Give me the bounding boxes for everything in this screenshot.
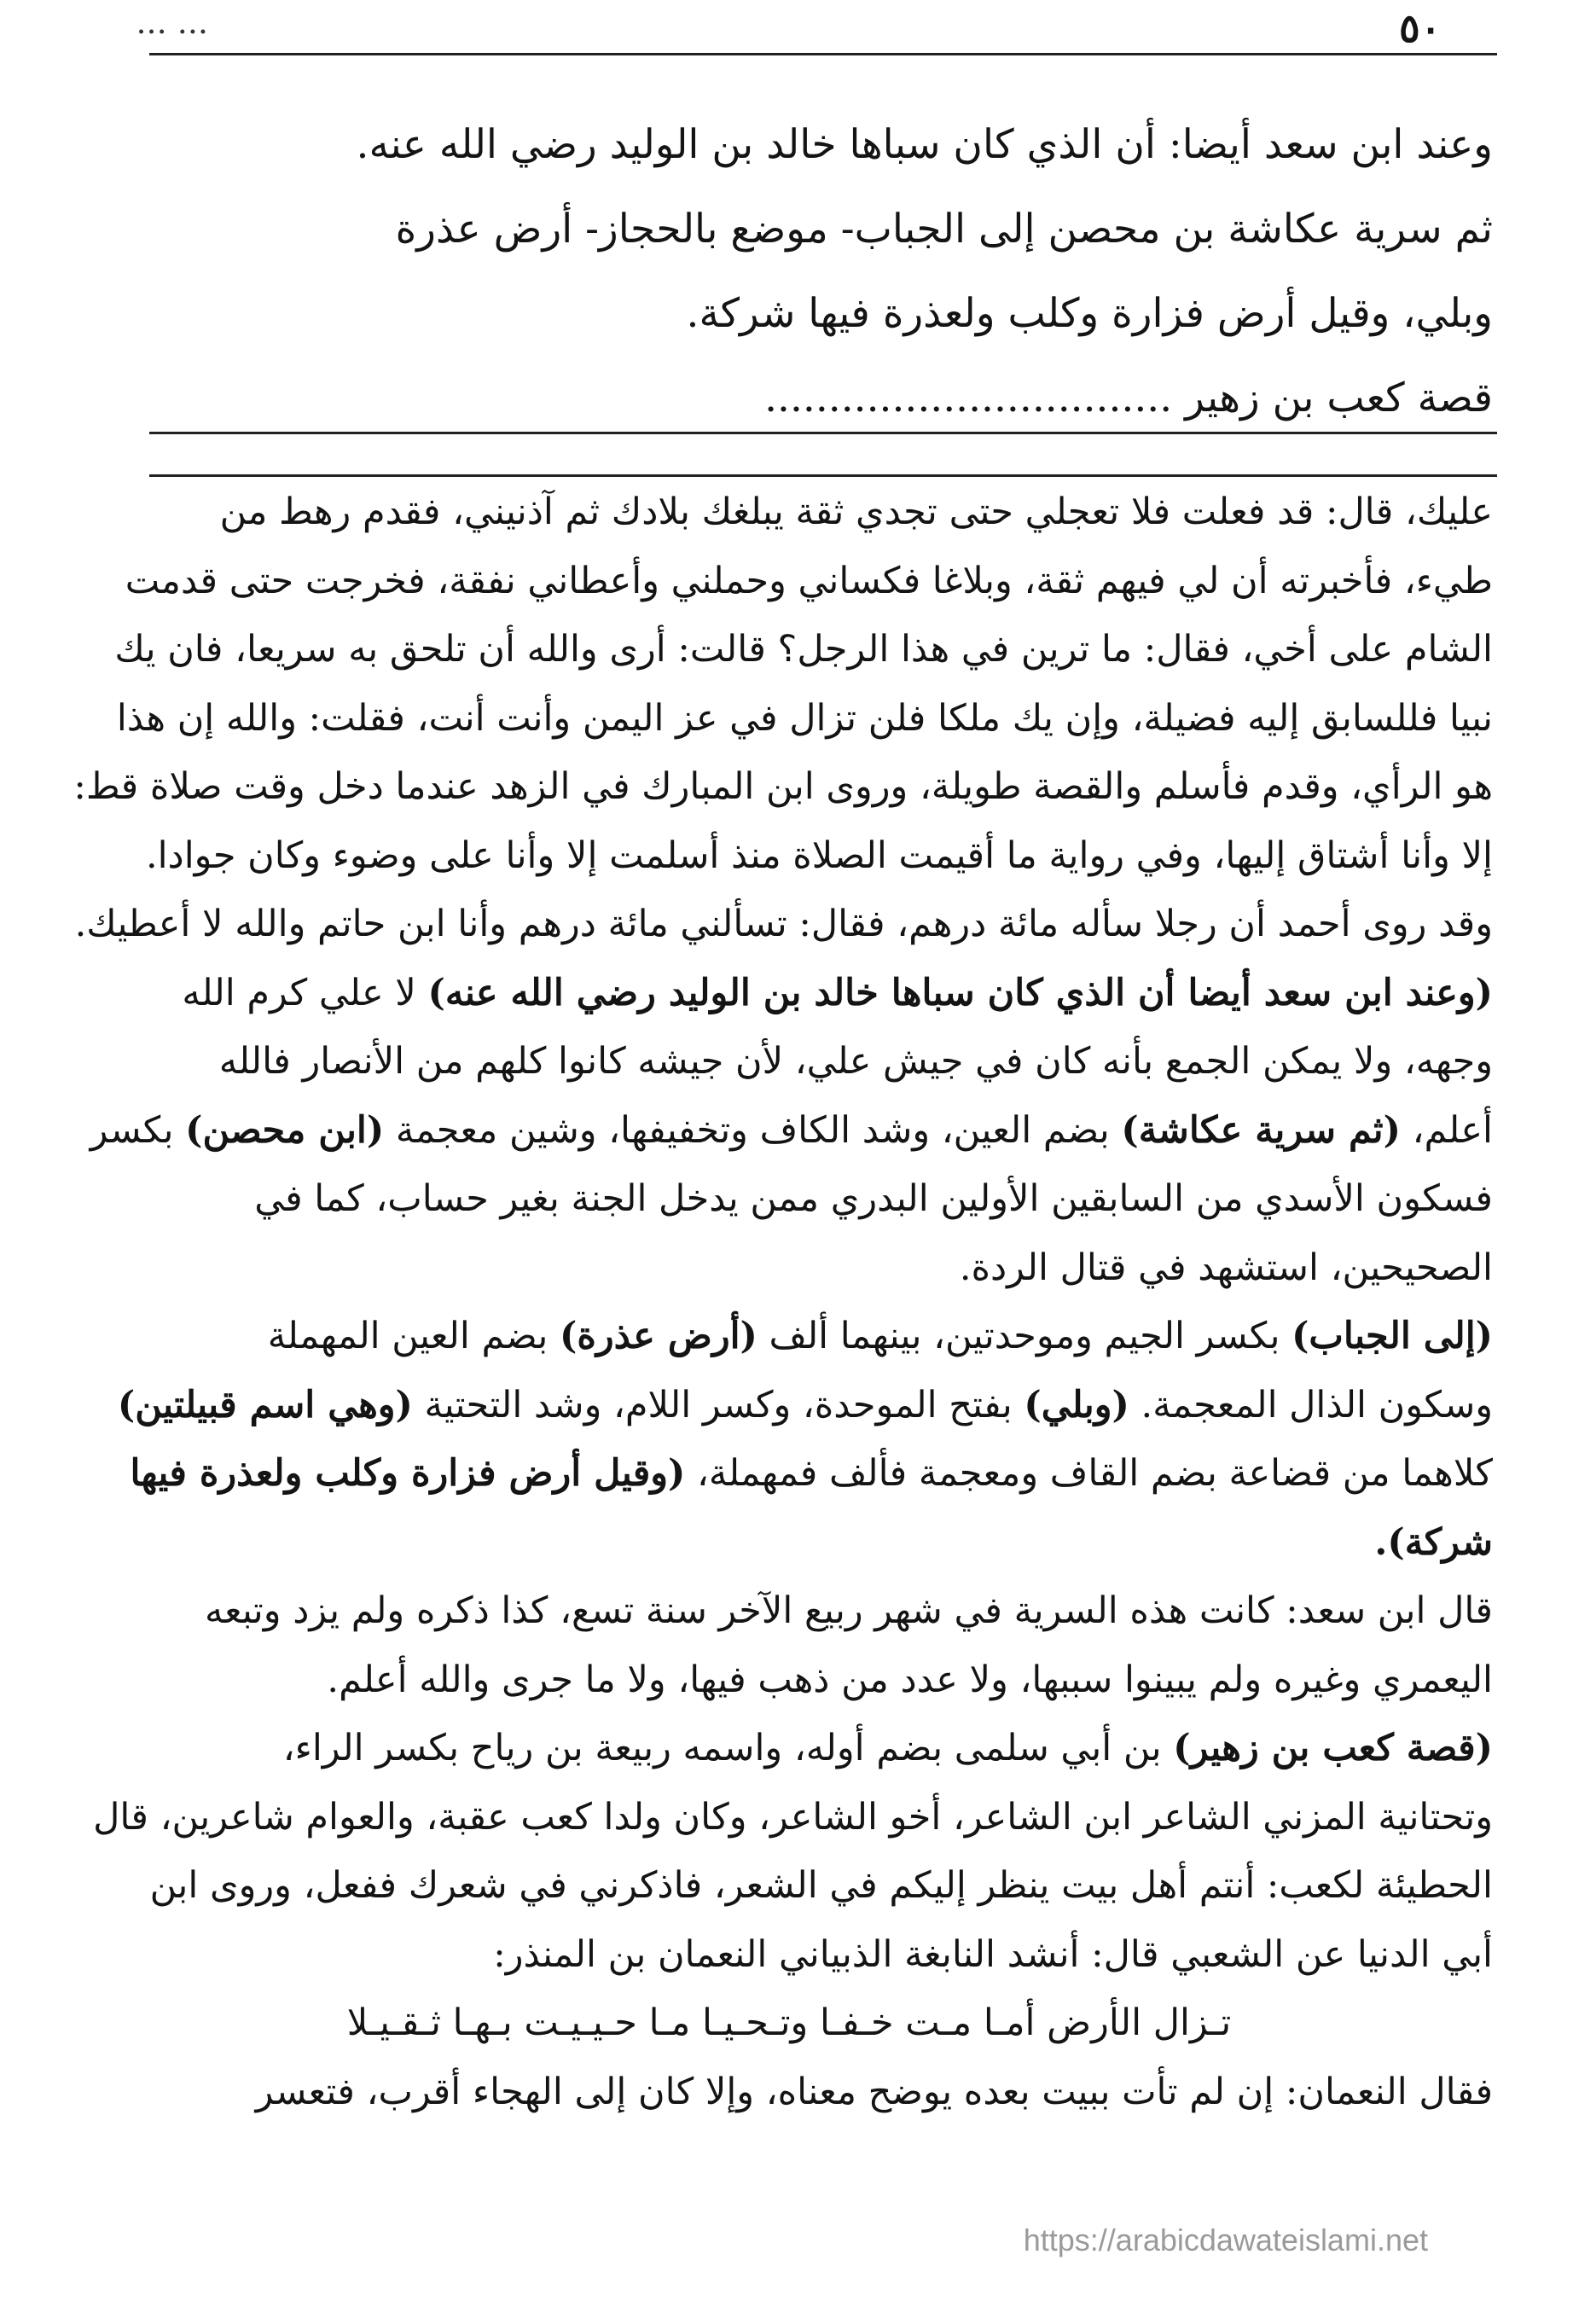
sharh-line: إلا وأنا أشتاق إليها، وفي رواية ما أقيمت الصلاة منذ أسلمت إلا وأنا على وضوء وكان جوادا. xyxy=(145,834,1493,877)
quoted-matn: (ثم سرية عكاشة) xyxy=(1121,1108,1401,1152)
matn-line: وبلي، وقيل أرض فزارة وكلب ولعذرة فيها شركة. xyxy=(686,290,1493,337)
sharh-fragment: بفتح الموحدة، وكسر اللام، وشد التحتية xyxy=(412,1383,1024,1426)
quoted-matn: (ابن محصن) xyxy=(185,1108,385,1152)
section-rule-top xyxy=(149,432,1497,434)
matn-line: وعند ابن سعد أيضا: أن الذي كان سباها خالد بن الوليد رضي الله عنه. xyxy=(356,121,1493,168)
sharh-text xyxy=(73,478,1493,2126)
sharh-line xyxy=(136,959,1493,1028)
sharh-fragment: بكسر الجيم وموحدتين، بينهما ألف xyxy=(757,1315,1292,1357)
sharh-line: وجهه، ولا يمكن الجمع بأنه كان في جيش علي، لأن جيشه كانوا كلهم من الأنصار فالله xyxy=(218,1040,1493,1083)
sharh-line xyxy=(136,1714,1493,1783)
sharh-line: هو الرأي، وقدم فأسلم والقصة طويلة، وروى ابن المبارك في الزهد عندما دخل وقت صلاة قط: xyxy=(73,765,1493,808)
sharh-line: وقد روى أحمد أن رجلا سأله مائة درهم، فقال: تسألني مائة درهم وأنا ابن حاتم والله لا أعطيك. xyxy=(74,903,1493,945)
sharh-fragment: كلاهما من قضاعة بضم القاف ومعجمة فألف فمهملة، xyxy=(685,1452,1493,1495)
quoted-matn: (إلى الجباب) xyxy=(1291,1315,1493,1357)
sharh-line: الصحيحين، استشهد في قتال الردة. xyxy=(959,1246,1493,1289)
sharh-line: الشام على أخي، فقال: ما ترين في هذا الرجل؟ قالت: أرى والله أن تلحق به سريعا، فان يك xyxy=(114,628,1493,671)
sharh-line xyxy=(90,1096,1493,1165)
sharh-line xyxy=(117,1371,1493,1440)
quoted-matn: (قصة كعب بن زهير) xyxy=(1173,1727,1493,1769)
sharh-line: طيء، فأخبرته أن لي فيهم ثقة، وبلاغا فكساني وحملني وأعطاني نفقة، فخرجت حتى قدمت xyxy=(125,559,1493,602)
sharh-line xyxy=(130,1439,1493,1508)
sharh-line: فقال النعمان: إن لم تأت ببيت بعده يوضح معناه، وإلا كان إلى الهجاء أقرب، فتعسر xyxy=(255,2070,1493,2113)
quoted-matn: (وقيل أرض فزارة وكلب ولعذرة فيها xyxy=(130,1452,686,1495)
sharh-line: الحطيئة لكعب: أنتم أهل بيت ينظر إليكم في الشعر، فاذكرني في شعرك ففعل، وروى ابن xyxy=(149,1864,1493,1907)
sharh-line: اليعمري وغيره ولم يبينوا سببها، ولا عدد من ذهب فيها، ولا ما جرى والله أعلم. xyxy=(327,1658,1493,1701)
sharh-fragment: بضم العين، وشد الكاف وتخفيفها، وشين معجمة xyxy=(384,1108,1122,1152)
quoted-matn: (أرض عذرة) xyxy=(560,1315,757,1357)
header-rule xyxy=(149,53,1497,55)
sharh-line: قال ابن سعد: كانت هذه السرية في شهر ربيع الآخر سنة تسع، كذا ذكره ولم يزد وتبعه xyxy=(205,1589,1493,1632)
matn-heading-line: قصة كعب بن زهير ................................ xyxy=(764,375,1493,421)
poem-verse: تـزال الأرض أمـا مـت خـفـا وتـحـيـا مـا حـيـيـت بـهـا ثـقـيـلا xyxy=(346,2002,1232,2044)
sharh-fragment: بن أبي سلمى بضم أوله، واسمه ربيعة بن رياح بكسر الراء، xyxy=(282,1727,1174,1769)
sharh-fragment: لا علي كرم الله xyxy=(182,971,428,1014)
page-number: ٥٠ xyxy=(1399,5,1442,51)
quoted-matn: (وعند ابن سعد أيضا أن الذي كان سباها خالد بن الوليد رضي الله عنه) xyxy=(427,971,1493,1014)
sharh-line: وتحتانية المزني الشاعر ابن الشاعر، أخو الشاعر، وكان ولدا كعب عقبة، والعوام شاعرين، قال xyxy=(93,1795,1493,1839)
sharh-line: شركة). xyxy=(1374,1520,1493,1564)
sharh-line: عليك، قال: قد فعلت فلا تعجلي حتى تجدي ثقة يبلغك بلادك ثم آذنيني، فقدم رهط من xyxy=(219,491,1493,533)
matn-text xyxy=(136,102,1493,440)
sharh-line: أبي الدنيا عن الشعبي قال: أنشد النابغة الذبياني النعمان بن المنذر: xyxy=(493,1932,1493,1976)
quoted-matn: (وهي اسم قبيلتين) xyxy=(117,1383,413,1426)
sharh-line xyxy=(136,1302,1493,1371)
quoted-matn: (وبلي) xyxy=(1024,1383,1129,1426)
section-rule-bottom xyxy=(149,474,1497,477)
sharh-line: نبيا فللسابق إليه فضيلة، وإن يك ملكا فلن تزال في عز اليمن وأنت أنت، فقلت: والله إن هذا xyxy=(116,696,1493,740)
sharh-line: فسكون الأسدي من السابقين الأولين البدري ممن يدخل الجنة بغير حساب، كما في xyxy=(254,1177,1493,1220)
running-header: ... ... xyxy=(136,3,208,41)
matn-line: ثم سرية عكاشة بن محصن إلى الجباب- موضع بالحجاز- أرض عذرة xyxy=(395,206,1493,253)
sharh-fragment: بضم العين المهملة xyxy=(267,1315,560,1357)
watermark-url: https://arabicdawateislami.net xyxy=(1023,2222,1428,2257)
sharh-fragment: بكسر xyxy=(90,1108,186,1152)
sharh-fragment: أعلم، xyxy=(1400,1108,1493,1152)
sharh-fragment: وسكون الذال المعجمة. xyxy=(1129,1383,1493,1426)
